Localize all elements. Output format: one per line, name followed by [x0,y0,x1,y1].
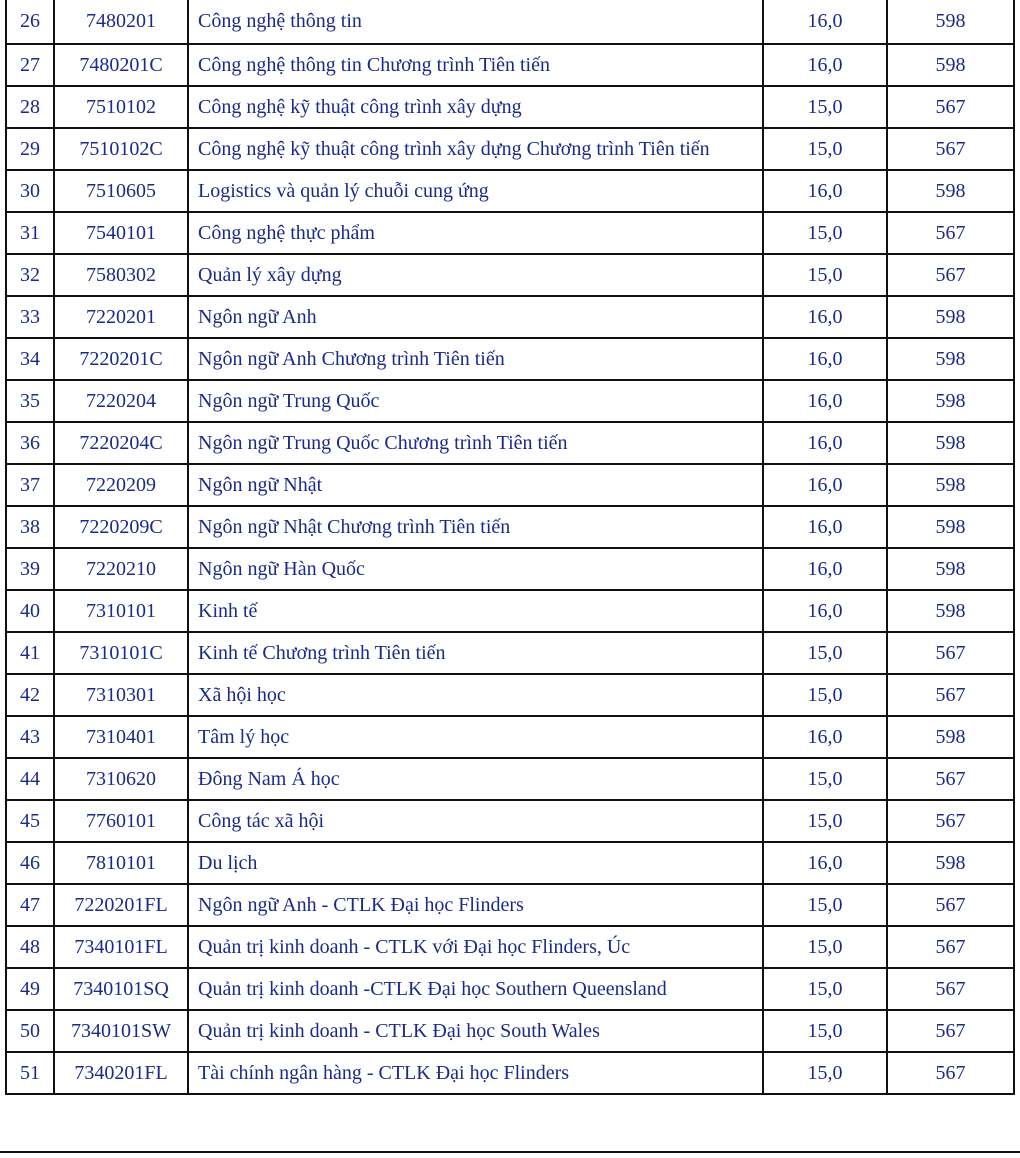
program-name-cell: Công nghệ thông tin [188,0,763,44]
table-row [6,170,1014,212]
assessment-points-cell: 567 [887,212,1014,254]
program-name-cell: Ngôn ngữ Trung Quốc [188,380,763,422]
assessment-points-cell: 598 [887,380,1014,422]
min-score-cell: 15,0 [763,926,887,968]
program-code-cell: 7310401 [54,716,188,758]
row-number-cell: 32 [6,254,54,296]
program-code-cell: 7310620 [54,758,188,800]
assessment-points-cell: 598 [887,422,1014,464]
table-row [6,590,1014,632]
program-code-cell: 7480201C [54,44,188,86]
min-score-cell: 16,0 [763,716,887,758]
admission-score-table [5,0,1015,1095]
row-number-cell: 43 [6,716,54,758]
program-code-cell: 7510102C [54,128,188,170]
row-number-cell: 44 [6,758,54,800]
assessment-points-cell: 598 [887,170,1014,212]
assessment-points-cell: 567 [887,254,1014,296]
row-number-cell: 39 [6,548,54,590]
program-name-cell: Kinh tế Chương trình Tiên tiến [188,632,763,674]
row-number-cell: 26 [6,0,54,44]
min-score-cell: 15,0 [763,212,887,254]
table-row [6,548,1014,590]
table-row [6,800,1014,842]
row-number-cell: 40 [6,590,54,632]
program-code-cell: 7220204C [54,422,188,464]
program-code-cell: 7310101 [54,590,188,632]
assessment-points-cell: 567 [887,128,1014,170]
program-name-cell: Du lịch [188,842,763,884]
table-row [6,212,1014,254]
min-score-cell: 15,0 [763,1010,887,1052]
program-name-cell: Tâm lý học [188,716,763,758]
min-score-cell: 15,0 [763,254,887,296]
min-score-cell: 15,0 [763,1052,887,1094]
table-row [6,464,1014,506]
row-number-cell: 51 [6,1052,54,1094]
assessment-points-cell: 598 [887,0,1014,44]
table-row [6,128,1014,170]
table-row [6,1010,1014,1052]
min-score-cell: 15,0 [763,674,887,716]
row-number-cell: 30 [6,170,54,212]
program-code-cell: 7220210 [54,548,188,590]
row-number-cell: 48 [6,926,54,968]
program-code-cell: 7340101SW [54,1010,188,1052]
row-number-cell: 37 [6,464,54,506]
row-number-cell: 45 [6,800,54,842]
program-code-cell: 7510102 [54,86,188,128]
program-code-cell: 7220204 [54,380,188,422]
program-code-cell: 7220209 [54,464,188,506]
program-name-cell: Quản trị kinh doanh - CTLK với Đại học Flinders, Úc [188,926,763,968]
program-name-cell: Công nghệ kỹ thuật công trình xây dựng [188,86,763,128]
min-score-cell: 16,0 [763,506,887,548]
min-score-cell: 16,0 [763,590,887,632]
assessment-points-cell: 567 [887,1010,1014,1052]
program-code-cell: 7340101SQ [54,968,188,1010]
program-name-cell: Ngôn ngữ Nhật [188,464,763,506]
assessment-points-cell: 567 [887,884,1014,926]
min-score-cell: 16,0 [763,44,887,86]
min-score-cell: 16,0 [763,842,887,884]
assessment-points-cell: 567 [887,674,1014,716]
assessment-points-cell: 598 [887,842,1014,884]
program-name-cell: Quản trị kinh doanh -CTLK Đại học Southern Queensland [188,968,763,1010]
table-row [6,296,1014,338]
row-number-cell: 35 [6,380,54,422]
table-row [6,338,1014,380]
program-code-cell: 7510605 [54,170,188,212]
program-name-cell: Ngôn ngữ Hàn Quốc [188,548,763,590]
row-number-cell: 29 [6,128,54,170]
program-name-cell: Xã hội học [188,674,763,716]
assessment-points-cell: 598 [887,548,1014,590]
min-score-cell: 15,0 [763,968,887,1010]
table-row [6,758,1014,800]
table-row [6,968,1014,1010]
min-score-cell: 15,0 [763,632,887,674]
assessment-points-cell: 598 [887,338,1014,380]
table-row [6,1052,1014,1094]
row-number-cell: 34 [6,338,54,380]
program-name-cell: Ngôn ngữ Nhật Chương trình Tiên tiến [188,506,763,548]
row-number-cell: 38 [6,506,54,548]
program-code-cell: 7810101 [54,842,188,884]
program-code-cell: 7760101 [54,800,188,842]
program-name-cell: Kinh tế [188,590,763,632]
program-name-cell: Ngôn ngữ Trung Quốc Chương trình Tiên tiến [188,422,763,464]
table-row [6,926,1014,968]
assessment-points-cell: 567 [887,926,1014,968]
row-number-cell: 50 [6,1010,54,1052]
min-score-cell: 15,0 [763,758,887,800]
min-score-cell: 15,0 [763,86,887,128]
table-row [6,254,1014,296]
row-number-cell: 31 [6,212,54,254]
program-name-cell: Công nghệ kỹ thuật công trình xây dựng Chương trình Tiên tiến [188,128,763,170]
assessment-points-cell: 598 [887,464,1014,506]
row-number-cell: 46 [6,842,54,884]
assessment-points-cell: 598 [887,590,1014,632]
assessment-points-cell: 598 [887,44,1014,86]
assessment-points-cell: 567 [887,758,1014,800]
table-row [6,674,1014,716]
program-code-cell: 7220201 [54,296,188,338]
min-score-cell: 16,0 [763,0,887,44]
program-name-cell: Tài chính ngân hàng - CTLK Đại học Flinders [188,1052,763,1094]
program-code-cell: 7480201 [54,0,188,44]
table-row [6,422,1014,464]
table-row [6,44,1014,86]
program-code-cell: 7540101 [54,212,188,254]
min-score-cell: 16,0 [763,464,887,506]
program-name-cell: Ngôn ngữ Anh Chương trình Tiên tiến [188,338,763,380]
table-body [6,0,1014,1094]
program-code-cell: 7340101FL [54,926,188,968]
assessment-points-cell: 567 [887,800,1014,842]
table-row [6,86,1014,128]
table-row [6,506,1014,548]
assessment-points-cell: 567 [887,632,1014,674]
row-number-cell: 49 [6,968,54,1010]
min-score-cell: 16,0 [763,380,887,422]
row-number-cell: 33 [6,296,54,338]
program-code-cell: 7220201FL [54,884,188,926]
assessment-points-cell: 567 [887,86,1014,128]
program-name-cell: Công tác xã hội [188,800,763,842]
assessment-points-cell: 567 [887,1052,1014,1094]
program-code-cell: 7310301 [54,674,188,716]
assessment-points-cell: 598 [887,296,1014,338]
program-name-cell: Công nghệ thông tin Chương trình Tiên tiến [188,44,763,86]
program-name-cell: Ngôn ngữ Anh - CTLK Đại học Flinders [188,884,763,926]
assessment-points-cell: 598 [887,716,1014,758]
program-code-cell: 7220201C [54,338,188,380]
assessment-points-cell: 598 [887,506,1014,548]
row-number-cell: 28 [6,86,54,128]
min-score-cell: 16,0 [763,548,887,590]
row-number-cell: 27 [6,44,54,86]
min-score-cell: 15,0 [763,800,887,842]
program-name-cell: Công nghệ thực phẩm [188,212,763,254]
table-row [6,716,1014,758]
min-score-cell: 15,0 [763,128,887,170]
min-score-cell: 16,0 [763,422,887,464]
program-name-cell: Quản trị kinh doanh - CTLK Đại học South Wales [188,1010,763,1052]
program-code-cell: 7220209C [54,506,188,548]
cropped-next-row-marks [0,1151,1020,1158]
table-row [6,842,1014,884]
assessment-points-cell: 567 [887,968,1014,1010]
min-score-cell: 16,0 [763,296,887,338]
table-row [6,632,1014,674]
table-row [6,884,1014,926]
min-score-cell: 16,0 [763,338,887,380]
program-code-cell: 7340201FL [54,1052,188,1094]
row-number-cell: 36 [6,422,54,464]
row-number-cell: 47 [6,884,54,926]
row-number-cell: 41 [6,632,54,674]
table-row [6,0,1014,44]
admission-score-table-wrapper [5,0,1015,1095]
program-name-cell: Ngôn ngữ Anh [188,296,763,338]
program-code-cell: 7310101C [54,632,188,674]
program-name-cell: Đông Nam Á học [188,758,763,800]
program-name-cell: Logistics và quản lý chuỗi cung ứng [188,170,763,212]
program-name-cell: Quản lý xây dựng [188,254,763,296]
min-score-cell: 15,0 [763,884,887,926]
row-number-cell: 42 [6,674,54,716]
min-score-cell: 16,0 [763,170,887,212]
table-row [6,380,1014,422]
program-code-cell: 7580302 [54,254,188,296]
